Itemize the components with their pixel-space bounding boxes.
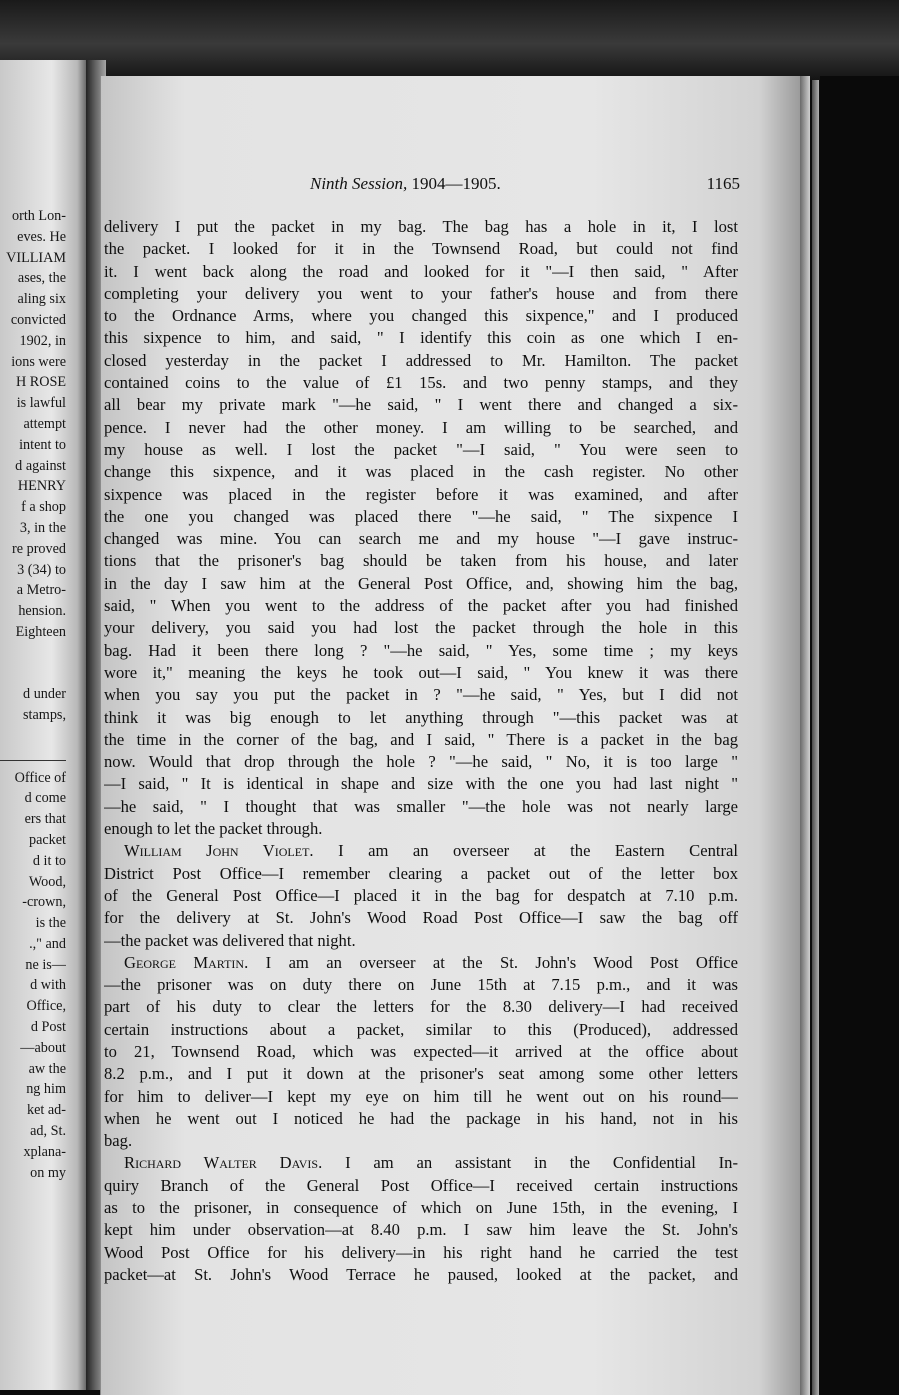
witness-paragraph-start — [104, 1152, 738, 1174]
left-margin-fragment: ases, the — [17, 270, 66, 287]
witness-first-line: I am an overseer at the St. John's Wood Post Office — [265, 952, 738, 972]
left-margin-fragment: orth Lon- — [12, 208, 66, 224]
left-margin-fragment: a Metro- — [16, 582, 66, 599]
left-margin-fragment: intent to — [19, 436, 66, 453]
left-margin-fragment: eves. He — [17, 228, 66, 245]
left-margin-fragment: d under — [23, 686, 66, 703]
text-line: of the General Post Office—I placed it in the bag for despatch at 7.10 p.m. — [104, 885, 738, 905]
left-margin-fragment: on my — [30, 1164, 66, 1181]
left-margin-fragment: aw the — [28, 1060, 66, 1077]
text-line: 8.2 p.m., and I put it down at the prisoner's seat among some other letters — [104, 1064, 738, 1084]
witness-name: William John Violet. — [124, 841, 314, 861]
left-margin-fragment: ket ad- — [27, 1102, 66, 1119]
text-line: for him to deliver—I kept my eye on him till he went out on his round— — [104, 1086, 738, 1106]
witness-first-line: I am an overseer at the Eastern Central — [338, 841, 738, 861]
witness-first-line: I am an assistant in the Confidential In- — [345, 1153, 738, 1173]
text-line: to the Ordnance Arms, where you changed this sixpence," and I produced — [104, 306, 738, 326]
text-line: when he went out I noticed he had the package in his hand, not in his — [104, 1108, 738, 1128]
left-margin-fragment: -crown, — [22, 894, 66, 911]
left-margin-fragment: ions were — [11, 353, 66, 370]
left-margin-fragment: d come — [24, 790, 66, 807]
left-page-rule — [0, 760, 66, 761]
witness-name: George Martin. — [124, 952, 249, 972]
left-margin-fragment: d Post — [30, 1019, 66, 1036]
text-line: District Post Office—I remember clearing a packet out of the letter box — [104, 863, 738, 883]
left-page-text — [0, 206, 66, 1183]
text-line: tions that the prisoner's bag should be taken from his house, and later — [104, 551, 738, 571]
left-margin-fragment: convicted — [10, 311, 66, 328]
text-line: packet—at St. John's Wood Terrace he paused, looked at the packet, and — [104, 1264, 738, 1284]
text-line: it. I went back along the road and looked for it "—I then said, " After — [104, 261, 738, 281]
text-line: think it was big enough to let anything through "—this packet was at — [104, 707, 738, 727]
left-margin-fragment: Office, — [26, 998, 66, 1015]
witness-paragraph-start — [104, 840, 738, 862]
text-line: —the packet was delivered that night. — [104, 930, 356, 950]
left-margin-fragment — [0, 726, 66, 747]
text-line: this sixpence to him, and said, " I identify this coin as one which I en- — [104, 328, 738, 348]
left-margin-fragment: is the — [35, 915, 66, 932]
text-line: bag. Had it been there long ? "—he said, " Yes, some time ; my keys — [104, 640, 738, 660]
text-line: quiry Branch of the General Post Office—I received certain instructions — [104, 1175, 738, 1195]
left-margin-fragment: f a shop — [21, 499, 66, 516]
text-line: part of his duty to clear the letters for the 8.30 delivery—I had received — [104, 997, 738, 1017]
text-line: closed yesterday in the packet I addressed to Mr. Hamilton. The packet — [104, 350, 738, 370]
text-line: wore it," meaning the keys he took out—I said, " You knew it was there — [104, 662, 738, 682]
text-line: change this sixpence, and it was placed in the cash register. No other — [104, 462, 738, 482]
text-line: to 21, Townsend Road, which was expected—it arrived at the office about — [104, 1041, 738, 1061]
text-line: said, " When you went to the address of the packet after you had finished — [104, 596, 738, 616]
witness-name: Richard Walter Davis. — [124, 1153, 323, 1173]
left-margin-fragment: ad, St. — [30, 1123, 66, 1140]
left-margin-fragment: Office of — [14, 769, 66, 786]
text-line: Wood Post Office for his delivery—in his right hand he carried the test — [104, 1242, 738, 1262]
text-line: your delivery, you said you had lost the packet through the hole in this — [104, 618, 738, 638]
text-line: contained coins to the value of £1 15s. and two penny stamps, and they — [104, 373, 738, 393]
left-margin-fragment: Eighteen — [15, 623, 66, 640]
page-number: 1165 — [706, 174, 740, 193]
text-line: —the prisoner was on duty there on June 15th at 7.15 p.m., and it was — [104, 975, 738, 995]
text-line: in the day I saw him at the General Post Office, and, showing him the bag, — [104, 573, 738, 593]
text-line: kept him under observation—at 8.40 p.m. I saw him leave the St. John's — [104, 1220, 738, 1240]
text-line: for the delivery at St. John's Wood Road Post Office—I saw the bag off — [104, 908, 738, 928]
body-text — [104, 216, 738, 1286]
left-margin-fragment: H ROSE — [15, 374, 66, 391]
text-line: certain instructions about a packet, similar to this (Produced), addressed — [104, 1019, 738, 1039]
text-line: —I said, " It is identical in shape and size with the one you had last night " — [104, 774, 738, 794]
left-margin-fragment: d against — [15, 457, 66, 474]
left-margin-fragment: HENRY — [17, 478, 66, 495]
page-edge — [812, 80, 819, 1395]
left-margin-fragment: ng him — [26, 1081, 66, 1098]
left-margin-fragment: ers that — [24, 811, 66, 828]
left-margin-fragment: d it to — [32, 852, 66, 869]
text-line: enough to let the packet through. — [104, 819, 323, 839]
text-line: pence. I never had the other money. I am willing to be searched, and — [104, 417, 738, 437]
left-margin-fragment — [0, 643, 66, 664]
left-margin-fragment: packet — [28, 831, 66, 848]
text-line: all bear my private mark "—he said, " I went there and changed a six- — [104, 395, 738, 415]
witness-paragraph-start — [104, 952, 738, 974]
text-line: my house as well. I lost the packet "—I said, " You were seen to — [104, 439, 738, 459]
running-head: Ninth Session, 1904—1905. — [310, 174, 501, 193]
text-line: when you say you put the packet in ? "—he said, " Yes, but I did not — [104, 685, 738, 705]
text-line: changed was mine. You can search me and my house "—I gave instruc- — [104, 529, 738, 549]
page-header — [310, 174, 740, 198]
text-line: sixpence was placed in the register before it was examined, and after — [104, 484, 738, 504]
text-line: as to the prisoner, in consequence of which on June 15th, in the evening, I — [104, 1198, 738, 1218]
left-margin-fragment: .," and — [29, 935, 66, 952]
left-margin-fragment: Wood, — [28, 873, 66, 890]
text-line: the time in the corner of the bag, and I said, " There is a packet in the bag — [104, 729, 738, 749]
left-margin-fragment: attempt — [23, 415, 66, 432]
text-line: the one you changed was placed there "—he said, " The sixpence I — [104, 506, 738, 526]
left-margin-fragment: VILLIAM — [6, 249, 66, 266]
left-margin-fragment: d with — [30, 977, 66, 994]
text-line: bag. — [104, 1131, 133, 1151]
left-margin-fragment: 3 (34) to — [17, 561, 66, 578]
left-margin-fragment: hension. — [18, 603, 66, 620]
left-page — [0, 60, 86, 1390]
left-margin-fragment: —about — [20, 1039, 66, 1056]
left-margin-fragment: 3, in the — [19, 519, 66, 536]
text-line: now. Would that drop through the hole ? "—he said, " No, it is too large " — [104, 752, 738, 772]
text-line: delivery I put the packet in my bag. The bag has a hole in it, I lost — [104, 217, 738, 236]
text-line: —he said, " I thought that was smaller "—the hole was not nearly large — [104, 796, 738, 816]
left-margin-fragment — [0, 664, 66, 685]
top-shadow — [0, 0, 899, 80]
left-margin-fragment: 1902, in — [19, 332, 66, 349]
left-margin-fragment: stamps, — [23, 707, 66, 724]
page-edge — [800, 76, 810, 1395]
left-margin-fragment — [0, 747, 66, 768]
text-line: the packet. I looked for it in the Townsend Road, but could not find — [104, 239, 738, 259]
left-margin-fragment: re proved — [12, 540, 66, 557]
text-line: completing your delivery you went to your father's house and from there — [104, 283, 738, 303]
left-margin-fragment: xplana- — [23, 1143, 66, 1160]
left-margin-fragment: ne is— — [25, 956, 66, 973]
left-margin-fragment: aling six — [17, 291, 66, 308]
left-margin-fragment: is lawful — [16, 395, 66, 412]
background — [820, 76, 899, 1395]
